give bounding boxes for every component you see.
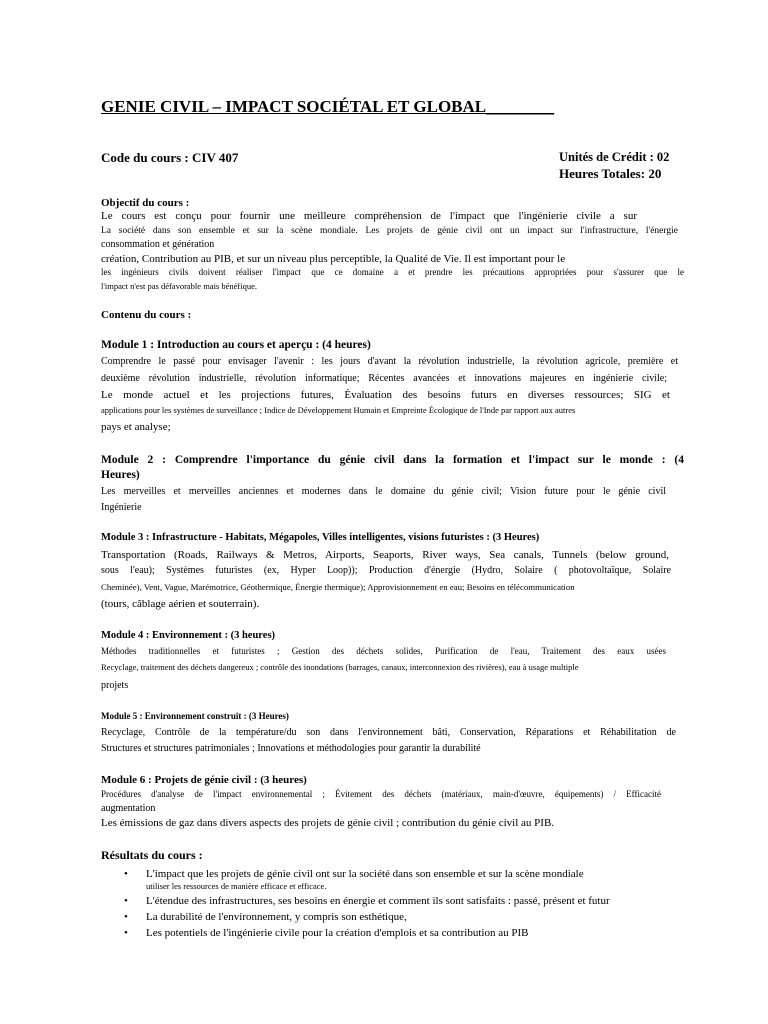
bullet-icon: • — [124, 927, 128, 939]
objective-line: La société dans son ensemble et sur la scène mondiale. Les projets de génie civil ont un impact sur l'infrastructure, l'énergie — [101, 226, 678, 236]
module-5-heading: Module 5 : Environnement construit : (3 Heures) — [101, 711, 289, 721]
module-3-line: Cheminée), Vent, Vague, Marémotrice, Géothermique, Énergie thermique); Approvisionnement en eau; Besoins en télécommunication — [101, 582, 575, 592]
module-2-heading: Module 2 : Comprendre l'importance du génie civil dans la formation et l'impact sur le monde : (4 — [101, 454, 684, 466]
objective-line: création, Contribution au PIB, et sur un niveau plus perceptible, la Qualité de Vie. Il est important pour le — [101, 253, 566, 265]
module-2-line: Ingénierie — [101, 502, 142, 513]
result-item-sub: utiliser les ressources de manière efficace et efficace. — [146, 881, 327, 891]
module-4-line: Recyclage, traitement des déchets dangereux ; contrôle des inondations (barrages, canaux, interconnexion des rivières), eau à usage multiple — [101, 662, 579, 672]
bullet-icon: • — [124, 868, 128, 880]
objective-line: Le cours est conçu pour fournir une meilleure compréhension de l'impact que l'ingénierie civile a sur — [101, 210, 637, 222]
module-1-line: Comprendre le passé pour envisager l'avenir : les jours d'avant la révolution industrielle, la révolution agricole, première et — [101, 356, 678, 367]
bullet-icon: • — [124, 911, 128, 923]
module-6-line: Les émissions de gaz dans divers aspects des projets de génie civil ; contribution du génie civil au PIB. — [101, 817, 555, 829]
module-4-heading: Module 4 : Environnement : (3 heures) — [101, 630, 276, 641]
objective-line: consommation et génération — [101, 239, 215, 250]
module-4-line: projets — [101, 680, 129, 691]
module-3-line: sous l'eau); Systèmes futuristes (ex, Hyper Loop)); Production d'énergie (Hydro, Solaire ( photovoltaïque, Solaire — [101, 565, 671, 576]
module-1-line: pays et analyse; — [101, 421, 171, 433]
module-2-heading-cont: Heures) — [101, 469, 140, 481]
objective-line: l'impact n'est pas défavorable mais bénéfique. — [101, 281, 258, 291]
module-5-line: Recyclage, Contrôle de la température/du son dans l'environnement bâti, Conservation, Réparations et Réhabilitation de — [101, 727, 676, 738]
module-1-heading: Module 1 : Introduction au cours et aperçu : (4 heures) — [101, 339, 371, 351]
result-item: La durabilité de l'environnement, y compris son esthétique, — [146, 911, 407, 923]
course-title: GENIE CIVIL – IMPACT SOCIÉTAL ET GLOBAL________ — [101, 97, 555, 116]
result-item: Les potentiels de l'ingénierie civile pour la création d'emplois et sa contribution au PIB — [146, 927, 529, 939]
results-heading: Résultats du cours : — [101, 848, 203, 862]
module-6-heading: Module 6 : Projets de génie civil : (3 heures) — [101, 774, 307, 786]
module-4-line: Méthodes traditionnelles et futuristes ; Gestion des déchets solides, Purification de l'eau, Traitement des eaux usées — [101, 646, 666, 656]
module-6-line: augmentation — [101, 803, 156, 814]
module-5-line: Structures et structures patrimoniales ; Innovations et méthodologies pour garantir la durabilité — [101, 743, 481, 754]
module-1-line: Le monde actuel et les projections futures, Évaluation des besoins futurs en diverses ressources; SIG et — [101, 389, 670, 401]
credits: Unités de Crédit : 02 — [559, 150, 670, 164]
contents-heading: Contenu du cours : — [101, 309, 192, 321]
objective-heading: Objectif du cours : — [101, 197, 190, 209]
module-1-line: applications pour les systèmes de surveillance ; Indice de Développement Humain et Empreinte Écologique de l'Inde par rapport aux autres — [101, 405, 576, 415]
result-item: L'impact que les projets de génie civil ont sur la société dans son ensemble et sur la scène mondiale — [146, 868, 584, 880]
total-hours: Heures Totales: 20 — [559, 166, 662, 181]
module-3-line: (tours, câblage aérien et souterrain). — [101, 598, 260, 610]
objective-line: les ingénieurs civils doivent réaliser l'impact que ce domaine a et prendre les précautions appropriées pour s'assurer que le — [101, 267, 684, 277]
bullet-icon: • — [124, 895, 128, 907]
module-3-line: Transportation (Roads, Railways & Metros, Airports, Seaports, River ways, Sea canals, Tunnels (below ground, — [101, 549, 669, 561]
result-item: L'étendue des infrastructures, ses besoins en énergie et comment ils sont satisfaits : passé, présent et futur — [146, 895, 610, 907]
module-1-line: deuxième révolution industrielle, révolution informatique; Récentes avancées et innovations majeures en ingénierie civile; — [101, 373, 667, 384]
module-6-line: Procédures d'analyse de l'impact environnemental ; Évitement des déchets (matériaux, main-d'œuvre, équipements) / Efficacité — [101, 789, 661, 799]
module-2-line: Les merveilles et merveilles anciennes et modernes dans le domaine du génie civil; Vision future pour le génie civil — [101, 486, 666, 497]
module-3-heading: Module 3 : Infrastructure - Habitats, Mégapoles, Villes intelligentes, visions futuristes : (3 Heures) — [101, 532, 540, 543]
course-code: Code du cours : CIV 407 — [101, 150, 239, 165]
